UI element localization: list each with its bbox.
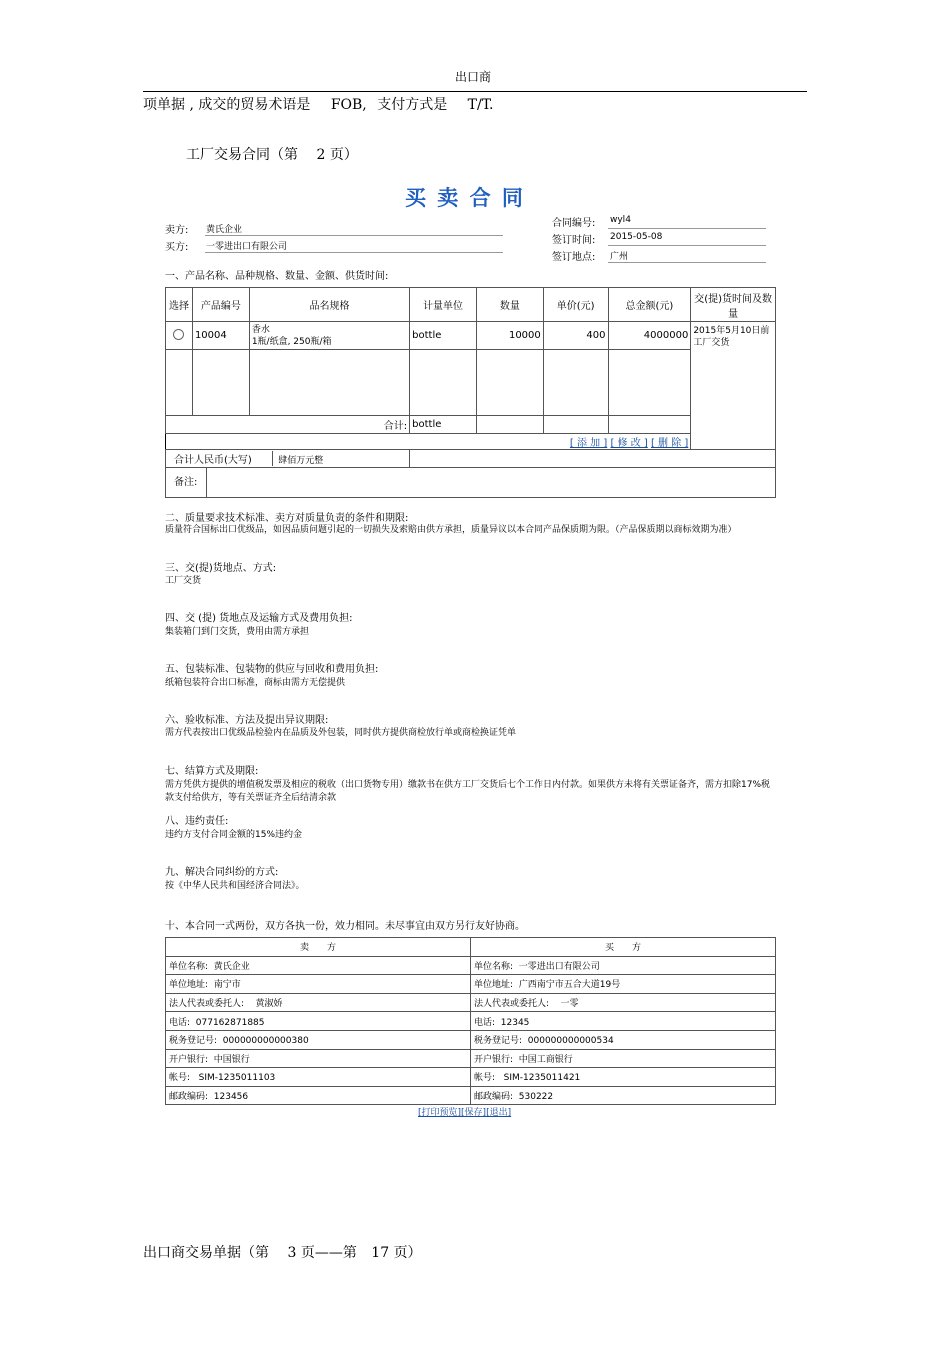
seller-row bbox=[166, 1068, 471, 1087]
buyer-key: 帐号: bbox=[474, 1073, 496, 1084]
seller-val: 黄淑娇 bbox=[255, 999, 283, 1010]
clause-5-body: 纸箱包装符合出口标准，商标由需方无偿提供 bbox=[165, 678, 346, 688]
col-header-quantity: 数量 bbox=[476, 288, 543, 322]
footer-text-1: 出口商交易单据（第 bbox=[143, 1245, 269, 1261]
buyer-row bbox=[471, 1068, 776, 1087]
edit-button[interactable]: [ 修 改 ] bbox=[610, 438, 648, 449]
footer-text-2: 页——第 bbox=[300, 1245, 357, 1261]
delete-button[interactable]: [ 删 除 ] bbox=[650, 438, 689, 449]
seller-val: 南宁市 bbox=[213, 980, 241, 991]
seller-key: 帐号: bbox=[169, 1073, 191, 1084]
clause-1-title: 一、产品名称、品种规格、数量、金额、供货时间: bbox=[165, 271, 389, 282]
table-actions bbox=[166, 434, 691, 450]
seller-key: 单位名称: bbox=[169, 961, 209, 972]
clause-9-body: 按《中华人民共和国经济合同法》。 bbox=[165, 881, 305, 891]
cell-product-no: 10004 bbox=[192, 322, 249, 350]
clause-6-title: 六、验收标准、方法及提出异议期限: bbox=[165, 715, 329, 726]
seller-heading: 卖 方 bbox=[166, 938, 471, 957]
clause-3-title: 三、交(提)货地点、方式: bbox=[165, 563, 277, 574]
buyer-val: 530222 bbox=[518, 1092, 554, 1103]
footer-text-3: 页） bbox=[393, 1245, 422, 1261]
cell-delivery: 2015年5月10日前工厂交货 bbox=[691, 322, 776, 450]
col-header-product-no: 产品编号 bbox=[192, 288, 249, 322]
buyer-row bbox=[471, 1012, 776, 1031]
seller-row bbox=[166, 1086, 471, 1105]
footer-total: 17 bbox=[371, 1245, 390, 1261]
sign-place-label: 签订地点: bbox=[552, 252, 596, 263]
clause-2-body: 质量符合国标出口优级品，如因品质问题引起的一切损失及索赔由供方承担，质量异议以本合同产品保质期为限。（产品保质期以商标效期为准） bbox=[165, 525, 737, 535]
buyer-row bbox=[471, 1049, 776, 1068]
print-preview-link[interactable]: [打印预览] bbox=[418, 1108, 462, 1118]
buyer-key: 单位名称: bbox=[474, 961, 514, 972]
page-footer bbox=[143, 1242, 422, 1262]
seller-key: 邮政编码: bbox=[169, 1092, 209, 1103]
section-heading-text: 工厂交易合同（第 bbox=[186, 147, 298, 163]
col-header-select: 选择 bbox=[166, 288, 193, 322]
buyer-val: 中国工商银行 bbox=[518, 1054, 573, 1065]
buyer-key: 邮政编码: bbox=[474, 1092, 514, 1103]
clause-8-title: 八、违约责任: bbox=[165, 816, 229, 827]
rmb-label: 合计人民币(大写) bbox=[174, 451, 273, 466]
seller-key: 电话: bbox=[169, 1017, 191, 1028]
seller-row bbox=[166, 975, 471, 994]
buyer-row bbox=[471, 1030, 776, 1049]
clause-9-title: 九、解决合同纠纷的方式: bbox=[165, 867, 279, 878]
buyer-key: 法人代表或委托人: bbox=[474, 999, 550, 1010]
bottom-links bbox=[418, 1105, 511, 1118]
cell-name-line2: 1瓶/纸盒, 250瓶/箱 bbox=[251, 336, 332, 347]
buyer-val: 一零进出口有限公司 bbox=[518, 961, 600, 972]
parties-table bbox=[165, 937, 776, 1105]
clause-5-title: 五、包装标准、包装物的供应与回收和费用负担: bbox=[165, 664, 379, 675]
seller-val: 中国银行 bbox=[213, 1054, 250, 1065]
buyer-val: 一零 bbox=[560, 999, 579, 1010]
intro-line bbox=[143, 94, 493, 114]
footer-page: 3 bbox=[287, 1245, 297, 1261]
payment-method: T/T. bbox=[467, 97, 494, 113]
add-button[interactable]: [ 添 加 ] bbox=[569, 438, 608, 449]
seller-row bbox=[166, 993, 471, 1012]
seller-row bbox=[166, 1012, 471, 1031]
seller-val: 077162871885 bbox=[195, 1017, 265, 1028]
seller-key: 单位地址: bbox=[169, 980, 209, 991]
cell-unit-price: 400 bbox=[543, 322, 608, 350]
clause-4-body: 集装箱门到门交货，费用由需方承担 bbox=[165, 627, 310, 637]
seller-val: 黄氏企业 bbox=[213, 961, 250, 972]
seller-val: 000000000000380 bbox=[222, 1036, 309, 1047]
clause-6-body: 需方代表按出口优级品检验内在品质及外包装，同时供方提供商检放行单或商检换证凭单 bbox=[165, 728, 517, 738]
buyer-val: 000000000000534 bbox=[527, 1036, 614, 1047]
page-header: 出口商 bbox=[455, 70, 492, 84]
col-header-delivery: 交(提)货时间及数量 bbox=[691, 288, 776, 322]
contract-no-value: wyl4 bbox=[610, 215, 631, 225]
cell-unit: bottle bbox=[410, 322, 477, 350]
contract-title: 买 卖 合 同 bbox=[405, 185, 525, 210]
col-header-total: 总金额(元) bbox=[608, 288, 691, 322]
rmb-row bbox=[166, 450, 410, 468]
sign-place-value: 广州 bbox=[610, 252, 629, 262]
seller-value: 黄氏企业 bbox=[206, 225, 243, 235]
buyer-key: 税务登记号: bbox=[474, 1036, 523, 1047]
cell-quantity: 10000 bbox=[476, 322, 543, 350]
clause-2-title: 二、质量要求技术标准、卖方对质量负责的条件和期限: bbox=[165, 513, 409, 524]
sign-date-value: 2015-05-08 bbox=[610, 232, 663, 242]
seller-row bbox=[166, 1049, 471, 1068]
row-select-radio[interactable] bbox=[166, 322, 193, 350]
clause-8-body: 违约方支付合同金额的15%违约金 bbox=[165, 830, 303, 840]
buyer-heading: 买 方 bbox=[471, 938, 776, 957]
total-label: 合计: bbox=[166, 416, 410, 434]
exit-link[interactable]: [退出] bbox=[486, 1108, 512, 1118]
save-link[interactable]: [保存] bbox=[461, 1108, 487, 1118]
buyer-value: 一零进出口有限公司 bbox=[206, 242, 288, 252]
clause-7-body: 需方凭供方提供的增值税发票及相应的税收（出口货物专用）缴款书在供方工厂交货后七个工作日内付款。如果供方未将有关票证备齐，需方扣除17%税款支付给供方，等有关票证齐全后结清余款 bbox=[165, 780, 771, 803]
clause-10-title: 十、本合同一式两份，双方各执一份，效力相同。未尽事宜由双方另行友好协商。 bbox=[165, 921, 525, 932]
rmb-value: 肆佰万元整 bbox=[278, 456, 324, 466]
col-header-unit: 计量单位 bbox=[410, 288, 477, 322]
buyer-key: 单位地址: bbox=[474, 980, 514, 991]
total-unit: bottle bbox=[410, 416, 477, 434]
remark-label: 备注: bbox=[174, 468, 207, 497]
sign-date-label: 签订时间: bbox=[552, 235, 596, 246]
section-heading-suffix: 页） bbox=[329, 147, 358, 163]
remark-row bbox=[166, 468, 776, 498]
trade-term: FOB, bbox=[330, 97, 367, 113]
section-heading-page: 2 bbox=[316, 147, 326, 163]
seller-row bbox=[166, 956, 471, 975]
seller-key: 开户银行: bbox=[169, 1054, 209, 1065]
cell-name-line1: 香水 bbox=[251, 324, 270, 335]
seller-row bbox=[166, 1030, 471, 1049]
buyer-key: 电话: bbox=[474, 1017, 496, 1028]
seller-label: 卖方: bbox=[165, 225, 189, 236]
clause-3-body: 工厂交货 bbox=[165, 576, 202, 586]
buyer-val: 广西南宁市五合大道19号 bbox=[518, 980, 621, 991]
product-table bbox=[165, 287, 776, 498]
intro-text-1: 项单据 , 成交的贸易术语是 bbox=[143, 97, 311, 113]
buyer-val: 12345 bbox=[500, 1017, 530, 1028]
cell-name bbox=[249, 322, 409, 350]
clause-7-title: 七、结算方式及期限: bbox=[165, 766, 259, 777]
intro-text-2: 支付方式是 bbox=[377, 97, 448, 113]
seller-val: SIM-1235011103 bbox=[198, 1073, 276, 1084]
col-header-name: 品名规格 bbox=[249, 288, 409, 322]
cell-total: 4000000 bbox=[608, 322, 691, 350]
buyer-row bbox=[471, 993, 776, 1012]
table-row bbox=[166, 322, 776, 350]
seller-key: 法人代表或委托人: bbox=[169, 999, 245, 1010]
buyer-label: 买方: bbox=[165, 242, 189, 253]
header-divider bbox=[143, 91, 807, 92]
buyer-row bbox=[471, 956, 776, 975]
section-heading bbox=[186, 144, 358, 164]
buyer-row bbox=[471, 1086, 776, 1105]
seller-val: 123456 bbox=[213, 1092, 249, 1103]
col-header-unit-price: 单价(元) bbox=[543, 288, 608, 322]
clause-4-title: 四、交 (提) 货地点及运输方式及费用负担: bbox=[165, 613, 353, 624]
seller-key: 税务登记号: bbox=[169, 1036, 218, 1047]
buyer-key: 开户银行: bbox=[474, 1054, 514, 1065]
buyer-row bbox=[471, 975, 776, 994]
contract-no-label: 合同编号: bbox=[552, 218, 596, 229]
buyer-val: SIM-1235011421 bbox=[503, 1073, 581, 1084]
